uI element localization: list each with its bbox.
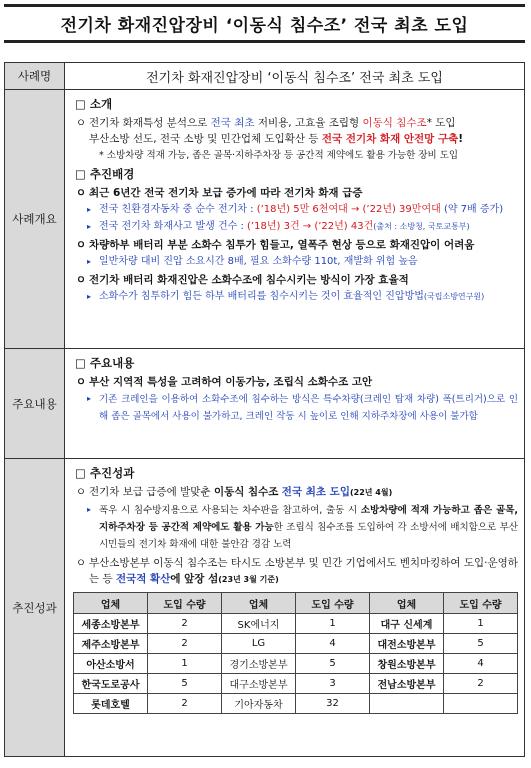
intro-footnote: * 소방차량 적재 가능, 좁은 골목·지하주차장 등 공간적 제약에도 활용 가능한 장비 도입 [99,150,459,161]
results-cell [65,459,525,757]
bullet-background-3: ㅇ 전기차 배터리 화재진압은 소화수조에 침수시키는 방식이 가장 효율적 [75,274,409,286]
page-title: 전기차 화재진압장비 ‘이동식 침수조’ 전국 최초 도입 [4,4,525,43]
bullet-results-2: ㅇ 부산소방본부 이동식 침수조는 타시도 소방본부 및 민간 기업에서도 벤치마킹하여 도입·운영하는 등 전국적 확산에 앞장 섬(23년 3월 기준) [75,557,518,585]
adoption-table-header: 업체 도입 수량 업체 도입 수량 업체 도입 수량 [74,593,518,614]
arrow-item-crane: ▸ 기존 크레인을 이용하여 소화수조에 침수하는 방식은 특수차량(크레인 탑재 차량) 폭(트리거)으로 인해 좁은 골목에서 사용이 불가하고, 크레인 작동 시 높이로 인해 지하주차장에 사용이 불가함 [87,394,518,422]
bullet-background-2: ㅇ 차량하부 배터리 부분 소화수 침투가 힘들고, 열폭주 현상 등으로 화재진압이 어려움 [75,239,475,251]
overview-cell [65,90,525,349]
case-table [4,62,525,757]
section-main-title: □ 주요내용 [75,356,135,370]
bullet-background-1: ㅇ 최근 6년간 전국 전기차 보급 증가에 따라 전기차 화재 급증 [75,187,363,199]
table-row: 롯데호텔 2 기아자동차 32 [74,694,518,714]
main-content-cell [65,349,525,459]
table-row: 아산소방서 1 경기소방본부 5 창원소방본부 4 [74,654,518,674]
case-name-value: 전기차 화재진압장비 ‘이동식 침수조’ 전국 최초 도입 [65,63,525,90]
section-intro-title: □ 소개 [75,97,113,111]
bullet-intro: ㅇ 전기차 화재특성 분석으로 전국 최초 저비용, 고효율 조립형 이동식 침수조* 도입 부산소방 선도, 전국 소방 및 민간업체 도입확산 등 전국 전기차 화재 안전망 구축! [75,117,464,145]
section-background-title: □ 추진배경 [75,167,135,181]
bullet-main-1: ㅇ 부산 지역적 특성을 고려하여 이동가능, 조립식 소화수조 고안 [75,376,373,388]
section-results-title: □ 추진성과 [75,466,135,480]
label-results: 추진성과 [5,459,65,757]
adoption-table [73,592,518,714]
label-case-name: 사례명 [5,63,65,90]
arrow-item-method: ▸ 소화수가 침투하기 힘든 하부 배터리를 침수시키는 것이 효율적인 진압방법(국립소방연구원) [87,291,485,302]
arrow-item-ev-count: ▸ 전국 친환경자동차 중 순수 전기차 : (’18년) 5만 6천여대 → (’22년) 39만여대 (약 7배 증가) [87,204,504,215]
table-row: 세종소방본부 2 SK에너지 1 대구 신세계 1 [74,614,518,634]
label-main-content: 주요내용 [5,349,65,459]
table-row: 제주소방본부 2 LG 4 대전소방본부 5 [74,634,518,654]
arrow-item-suppression: ▸ 일반차량 대비 진압 소요시간 8배, 필요 소화수량 110t, 재발화 위험 높음 [87,256,418,267]
arrow-item-fire-count: ▸ 전국 전기차 화재사고 발생 건수 : (’18년) 3건 → (’22년) 43건(출처 : 소방청, 국토교통부) [87,221,470,232]
label-overview: 사례개요 [5,90,65,349]
arrow-item-deployment: ▸ 폭우 시 침수방지용으로 사용되는 차수판을 참고하여, 출동 시 소방차량에 적재 가능하고 좁은 골목, 지하주차장 등 공간적 제약에도 활용 가능한 조립식 침수조를 도입하여 각 소방서에 배치함으로 부산 시민들의 전기차 화재에 대한 불안감 경감 노력 [87,505,518,550]
bullet-results-1: ㅇ 전기차 보급 급증에 발맞춘 이동식 침수조 전국 최초 도입(22년 4월) [75,486,393,498]
table-row: 한국도로공사 5 대구소방본부 3 전남소방본부 2 [74,674,518,694]
